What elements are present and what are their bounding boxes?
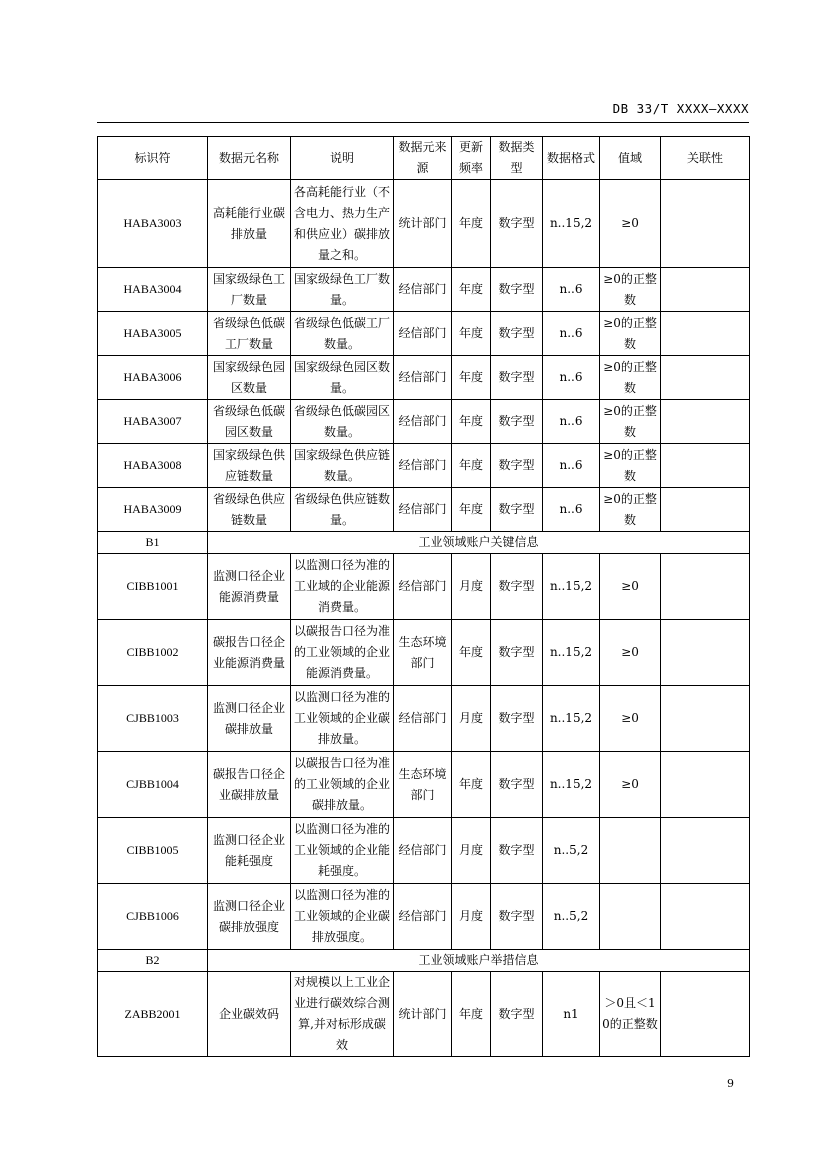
- relation-cell: [661, 752, 750, 818]
- description-cell: 各高耗能行业（不含电力、热力生产和供应业）碳排放量之和。: [291, 180, 394, 268]
- format-cell: n..6: [543, 400, 600, 444]
- source-cell: 统计部门: [394, 180, 452, 268]
- section-title: 工业领域账户关键信息: [208, 532, 750, 554]
- section-title: 工业领域账户举措信息: [208, 950, 750, 972]
- format-cell: n..15,2: [543, 620, 600, 686]
- frequency-cell: 年度: [452, 444, 491, 488]
- table-row: [98, 884, 750, 950]
- element-name-cell: 高耗能行业碳排放量: [208, 180, 291, 268]
- element-name-cell: 监测口径企业碳排放强度: [208, 884, 291, 950]
- table-row: [98, 444, 750, 488]
- data-type-cell: 数字型: [491, 554, 543, 620]
- frequency-cell: 年度: [452, 356, 491, 400]
- column-header: 标识符: [98, 137, 208, 180]
- identifier-cell: CJBB1004: [98, 752, 208, 818]
- format-cell: n..5,2: [543, 884, 600, 950]
- format-cell: n..6: [543, 312, 600, 356]
- source-cell: 经信部门: [394, 312, 452, 356]
- header-rule: [97, 122, 749, 123]
- data-type-cell: 数字型: [491, 752, 543, 818]
- description-cell: 以监测口径为准的工业域的企业能源消费量。: [291, 554, 394, 620]
- document-code: DB 33/T XXXX—XXXX: [612, 101, 749, 116]
- frequency-cell: 年度: [452, 180, 491, 268]
- source-cell: 统计部门: [394, 972, 452, 1057]
- format-cell: n..6: [543, 268, 600, 312]
- element-name-cell: 省级绿色低碳工厂数量: [208, 312, 291, 356]
- column-header: 值域: [600, 137, 661, 180]
- format-cell: n..6: [543, 356, 600, 400]
- table-body: [98, 180, 750, 1057]
- identifier-cell: HABA3006: [98, 356, 208, 400]
- data-type-cell: 数字型: [491, 356, 543, 400]
- frequency-cell: 年度: [452, 752, 491, 818]
- identifier-cell: ZABB2001: [98, 972, 208, 1057]
- value-range-cell: ≥0的正整数: [600, 356, 661, 400]
- value-range-cell: ≥0的正整数: [600, 268, 661, 312]
- page-number: 9: [727, 1077, 734, 1090]
- description-cell: 省级绿色低碳园区数量。: [291, 400, 394, 444]
- element-name-cell: 国家级绿色园区数量: [208, 356, 291, 400]
- value-range-cell: [600, 818, 661, 884]
- table-row: [98, 180, 750, 268]
- identifier-cell: HABA3007: [98, 400, 208, 444]
- description-cell: 国家级绿色园区数量。: [291, 356, 394, 400]
- description-cell: 国家级绿色供应链数量。: [291, 444, 394, 488]
- table-row: [98, 752, 750, 818]
- source-cell: 经信部门: [394, 444, 452, 488]
- frequency-cell: 月度: [452, 818, 491, 884]
- element-name-cell: 企业碳效码: [208, 972, 291, 1057]
- element-name-cell: 监测口径企业能源消费量: [208, 554, 291, 620]
- relation-cell: [661, 488, 750, 532]
- value-range-cell: ≥0: [600, 620, 661, 686]
- column-header: 数据类型: [491, 137, 543, 180]
- identifier-cell: CJBB1006: [98, 884, 208, 950]
- source-cell: 经信部门: [394, 400, 452, 444]
- relation-cell: [661, 620, 750, 686]
- data-type-cell: 数字型: [491, 180, 543, 268]
- description-cell: 以监测口径为准的工业领域的企业能耗强度。: [291, 818, 394, 884]
- source-cell: 经信部门: [394, 268, 452, 312]
- format-cell: n1: [543, 972, 600, 1057]
- element-name-cell: 碳报告口径企业能源消费量: [208, 620, 291, 686]
- section-code: B1: [98, 532, 208, 554]
- element-name-cell: 国家级绿色供应链数量: [208, 444, 291, 488]
- identifier-cell: HABA3005: [98, 312, 208, 356]
- value-range-cell: ≥0: [600, 686, 661, 752]
- data-type-cell: 数字型: [491, 620, 543, 686]
- column-header: 更新频率: [452, 137, 491, 180]
- column-header: 数据格式: [543, 137, 600, 180]
- data-type-cell: 数字型: [491, 686, 543, 752]
- source-cell: 经信部门: [394, 356, 452, 400]
- description-cell: 以监测口径为准的工业领域的企业碳排放强度。: [291, 884, 394, 950]
- table-header-row: [98, 137, 750, 180]
- column-header: 说明: [291, 137, 394, 180]
- identifier-cell: CJBB1003: [98, 686, 208, 752]
- source-cell: 经信部门: [394, 554, 452, 620]
- identifier-cell: HABA3003: [98, 180, 208, 268]
- data-type-cell: 数字型: [491, 312, 543, 356]
- relation-cell: [661, 972, 750, 1057]
- source-cell: 经信部门: [394, 818, 452, 884]
- table-row: [98, 488, 750, 532]
- element-name-cell: 碳报告口径企业碳排放量: [208, 752, 291, 818]
- data-type-cell: 数字型: [491, 400, 543, 444]
- data-type-cell: 数字型: [491, 884, 543, 950]
- relation-cell: [661, 400, 750, 444]
- frequency-cell: 年度: [452, 972, 491, 1057]
- source-cell: 生态环境部门: [394, 752, 452, 818]
- data-type-cell: 数字型: [491, 268, 543, 312]
- table-row: [98, 268, 750, 312]
- element-name-cell: 监测口径企业能耗强度: [208, 818, 291, 884]
- value-range-cell: ≥0的正整数: [600, 444, 661, 488]
- format-cell: n..15,2: [543, 686, 600, 752]
- description-cell: 对规模以上工业企业进行碳效综合测算,并对标形成碳效: [291, 972, 394, 1057]
- frequency-cell: 月度: [452, 884, 491, 950]
- identifier-cell: HABA3004: [98, 268, 208, 312]
- value-range-cell: ≥0的正整数: [600, 312, 661, 356]
- relation-cell: [661, 444, 750, 488]
- element-name-cell: 省级绿色供应链数量: [208, 488, 291, 532]
- table-row: [98, 818, 750, 884]
- format-cell: n..15,2: [543, 554, 600, 620]
- identifier-cell: CIBB1002: [98, 620, 208, 686]
- frequency-cell: 月度: [452, 554, 491, 620]
- format-cell: n..6: [543, 488, 600, 532]
- description-cell: 国家级绿色工厂数量。: [291, 268, 394, 312]
- data-type-cell: 数字型: [491, 972, 543, 1057]
- value-range-cell: ≥0的正整数: [600, 400, 661, 444]
- relation-cell: [661, 686, 750, 752]
- table-row: [98, 554, 750, 620]
- data-type-cell: 数字型: [491, 818, 543, 884]
- element-name-cell: 省级绿色低碳园区数量: [208, 400, 291, 444]
- table-row: [98, 686, 750, 752]
- frequency-cell: 月度: [452, 686, 491, 752]
- column-header: 数据元名称: [208, 137, 291, 180]
- format-cell: n..5,2: [543, 818, 600, 884]
- element-name-cell: 监测口径企业碳排放量: [208, 686, 291, 752]
- table-row: [98, 972, 750, 1057]
- value-range-cell: ≥0: [600, 180, 661, 268]
- column-header: 关联性: [661, 137, 750, 180]
- relation-cell: [661, 554, 750, 620]
- data-element-table: [97, 136, 750, 1057]
- table-row: [98, 620, 750, 686]
- format-cell: n..15,2: [543, 180, 600, 268]
- identifier-cell: CIBB1005: [98, 818, 208, 884]
- relation-cell: [661, 180, 750, 268]
- frequency-cell: 年度: [452, 400, 491, 444]
- source-cell: 生态环境部门: [394, 620, 452, 686]
- frequency-cell: 年度: [452, 268, 491, 312]
- table-row: [98, 400, 750, 444]
- relation-cell: [661, 356, 750, 400]
- section-code: B2: [98, 950, 208, 972]
- table-row: [98, 312, 750, 356]
- source-cell: 经信部门: [394, 488, 452, 532]
- value-range-cell: [600, 884, 661, 950]
- column-header: 数据元来源: [394, 137, 452, 180]
- description-cell: 以碳报告口径为准的工业领域的企业碳排放量。: [291, 752, 394, 818]
- frequency-cell: 年度: [452, 488, 491, 532]
- description-cell: 以碳报告口径为准的工业领域的企业能源消费量。: [291, 620, 394, 686]
- source-cell: 经信部门: [394, 884, 452, 950]
- format-cell: n..15,2: [543, 752, 600, 818]
- value-range-cell: ＞0且＜10的正整数: [600, 972, 661, 1057]
- element-name-cell: 国家级绿色工厂数量: [208, 268, 291, 312]
- table-row: [98, 356, 750, 400]
- data-type-cell: 数字型: [491, 444, 543, 488]
- section-row: [98, 532, 750, 554]
- value-range-cell: ≥0: [600, 554, 661, 620]
- frequency-cell: 年度: [452, 312, 491, 356]
- relation-cell: [661, 818, 750, 884]
- identifier-cell: CIBB1001: [98, 554, 208, 620]
- identifier-cell: HABA3009: [98, 488, 208, 532]
- value-range-cell: ≥0的正整数: [600, 488, 661, 532]
- description-cell: 省级绿色低碳工厂数量。: [291, 312, 394, 356]
- relation-cell: [661, 312, 750, 356]
- section-row: [98, 950, 750, 972]
- frequency-cell: 年度: [452, 620, 491, 686]
- value-range-cell: ≥0: [600, 752, 661, 818]
- identifier-cell: HABA3008: [98, 444, 208, 488]
- relation-cell: [661, 884, 750, 950]
- description-cell: 以监测口径为准的工业领域的企业碳排放量。: [291, 686, 394, 752]
- description-cell: 省级绿色供应链数量。: [291, 488, 394, 532]
- source-cell: 经信部门: [394, 686, 452, 752]
- data-type-cell: 数字型: [491, 488, 543, 532]
- format-cell: n..6: [543, 444, 600, 488]
- relation-cell: [661, 268, 750, 312]
